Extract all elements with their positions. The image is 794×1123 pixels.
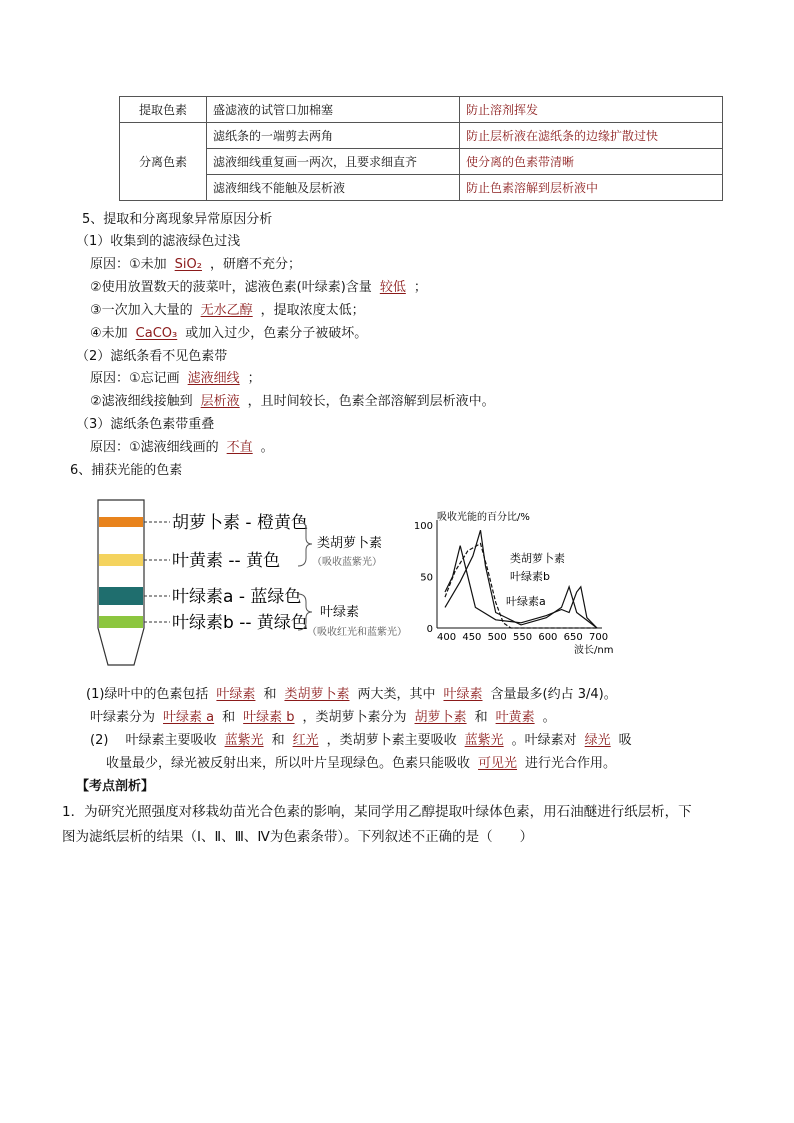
q2-heading: （2）滤纸条看不见色素带 [76, 349, 228, 364]
text: 含量最多(约占 3/4)。 [490, 687, 617, 702]
answer-blank: 层析液 [200, 394, 240, 409]
absorption-chart [414, 510, 614, 656]
text: ； [247, 371, 261, 386]
answer-blank: 叶绿素 b [243, 710, 295, 725]
x-tick-label: 400 [437, 632, 457, 643]
text: 和 [263, 687, 277, 702]
x-tick-label: 550 [513, 632, 533, 643]
text: ； [413, 280, 427, 295]
text: 。叶绿素对 [511, 733, 577, 748]
table-row [120, 175, 723, 201]
table-cell: 滤液细线不能触及层析液 [207, 175, 460, 201]
answer-blank: 红光 [292, 733, 319, 748]
x-tick-label: 600 [538, 632, 558, 643]
answer-blank: 较低 [379, 280, 406, 295]
reason-line [90, 276, 427, 295]
table-cell: 提取色素 [120, 97, 207, 123]
table-cell: 防止层析液在滤纸条的边缘扩散过快 [460, 123, 723, 149]
para-line [106, 752, 616, 771]
section5-title: 5、提取和分离现象异常原因分析 [82, 212, 273, 227]
text: 原因：①滤液细线画的 [90, 440, 219, 455]
para-line [86, 683, 617, 702]
answer-blank: 叶绿素 [216, 687, 256, 702]
section6-title: 6、捕获光能的色素 [70, 463, 183, 478]
group-note: （吸收红光和蓝紫光） [307, 627, 407, 638]
text: 和 [222, 710, 236, 725]
band-label: 叶绿素a - 蓝绿色 [172, 587, 302, 607]
table-cell: 滤液细线重复画一两次，且要求细直齐 [207, 149, 460, 175]
text: 和 [271, 733, 285, 748]
text: 收量最少，绿光被反射出来，所以叶片呈现绿色。色素只能吸收 [106, 756, 471, 771]
table-cell: 盛滤液的试管口加棉塞 [207, 97, 460, 123]
reason-line [90, 322, 367, 341]
group-label-carotenoid: 类胡萝卜素 [317, 536, 383, 551]
group-label-chlorophyll: 叶绿素 [320, 605, 360, 620]
pigment-figure [92, 490, 622, 670]
table-cell: 使分离的色素带清晰 [460, 149, 723, 175]
series-label: 叶绿素b [510, 570, 550, 583]
answer-blank: 蓝紫光 [464, 733, 504, 748]
text: ，且时间较长，色素全部溶解到层析液中。 [247, 394, 495, 409]
answer-blank: 叶绿素 a [163, 710, 215, 725]
pigment-steps-table [119, 96, 723, 201]
group-note: （吸收蓝紫光） [312, 557, 382, 568]
text: 原因：①忘记画 [90, 371, 180, 386]
reason-line [90, 299, 365, 318]
answer-blank: 不直 [226, 440, 253, 455]
answer-blank: 滤液细线 [187, 371, 240, 386]
table-cell: 防止溶剂挥发 [460, 97, 723, 123]
x-axis-label: 波长/nm [574, 645, 614, 656]
text: (2) 叶绿素主要吸收 [90, 733, 217, 748]
text: 和 [474, 710, 488, 725]
series-label: 叶绿素a [506, 595, 546, 608]
answer-blank: 叶黄素 [495, 710, 535, 725]
text: 吸 [618, 733, 632, 748]
section-heading: 【考点剖析】 [76, 779, 155, 794]
answer-blank: 胡萝卜素 [414, 710, 467, 725]
table-row [120, 97, 723, 123]
x-tick-label: 700 [589, 632, 609, 643]
y-tick-label: 100 [413, 521, 433, 532]
band-chlorophyll-b [99, 616, 143, 628]
table-cell: 防止色素溶解到层析液中 [460, 175, 723, 201]
series-label: 类胡萝卜素 [510, 552, 565, 565]
text: 或加入过少，色素分子被破坏。 [185, 326, 368, 341]
text: ，研磨不充分； [209, 257, 301, 272]
text: ，类胡萝卜素分为 [302, 710, 407, 725]
text: ②使用放置数天的菠菜叶，滤液色素(叶绿素)含量 [90, 280, 372, 295]
text: 原因：①未加 [90, 257, 167, 272]
answer-blank: SiO₂ [174, 257, 202, 272]
answer-blank: 蓝紫光 [224, 733, 264, 748]
text: ②滤液细线接触到 [90, 394, 193, 409]
band-label: 叶绿素b -- 黄绿色 [172, 613, 308, 633]
reason-line [90, 253, 301, 272]
answer-blank: 绿光 [584, 733, 611, 748]
text: 。 [542, 710, 556, 725]
answer-blank: CaCO₃ [135, 326, 178, 341]
x-tick-label: 450 [462, 632, 482, 643]
table-cell: 分离色素 [120, 123, 207, 201]
question-line: 1．为研究光照强度对移栽幼苗光合色素的影响，某同学用乙醇提取叶绿体色素，用石油醚进行纸层析，下 [62, 804, 692, 820]
para-line [90, 729, 632, 748]
answer-blank: 叶绿素 [443, 687, 483, 702]
text: ③一次加入大量的 [90, 303, 193, 318]
chart-title: 吸收光能的百分比/% [437, 512, 530, 523]
table-row [120, 123, 723, 149]
q1-heading: （1）收集到的滤液绿色过浅 [76, 234, 241, 249]
reason-line [90, 436, 274, 455]
text: ，类胡萝卜素主要吸收 [326, 733, 457, 748]
q3-heading: （3）滤纸条色素带重叠 [76, 417, 215, 432]
text: 进行光合作用。 [525, 756, 617, 771]
reason-line [90, 390, 495, 409]
text: 。 [260, 440, 274, 455]
band-chlorophyll-a [99, 587, 143, 605]
band-xanthophyll [99, 554, 143, 566]
text: ④未加 [90, 326, 128, 341]
text: 两大类，其中 [357, 687, 436, 702]
answer-blank: 无水乙醇 [200, 303, 253, 318]
answer-blank: 类胡萝卜素 [284, 687, 350, 702]
reason-line [90, 367, 261, 386]
text: (1)绿叶中的色素包括 [86, 687, 209, 702]
band-label: 叶黄素 -- 黄色 [172, 551, 281, 571]
x-tick-label: 500 [487, 632, 507, 643]
y-tick-label: 50 [420, 572, 433, 584]
x-tick-label: 650 [563, 632, 583, 643]
table-row [120, 149, 723, 175]
y-tick-label: 0 [426, 624, 433, 635]
table-cell: 滤纸条的一端剪去两角 [207, 123, 460, 149]
text: 叶绿素分为 [90, 710, 156, 725]
question-line: 图为滤纸层析的结果（Ⅰ、Ⅱ、Ⅲ、Ⅳ为色素条带）。下列叙述不正确的是（ ） [62, 829, 534, 845]
text: ，提取浓度太低； [260, 303, 365, 318]
answer-blank: 可见光 [478, 756, 518, 771]
band-carotene [99, 517, 143, 527]
band-label: 胡萝卜素 - 橙黄色 [172, 513, 308, 533]
para-line [90, 706, 556, 725]
